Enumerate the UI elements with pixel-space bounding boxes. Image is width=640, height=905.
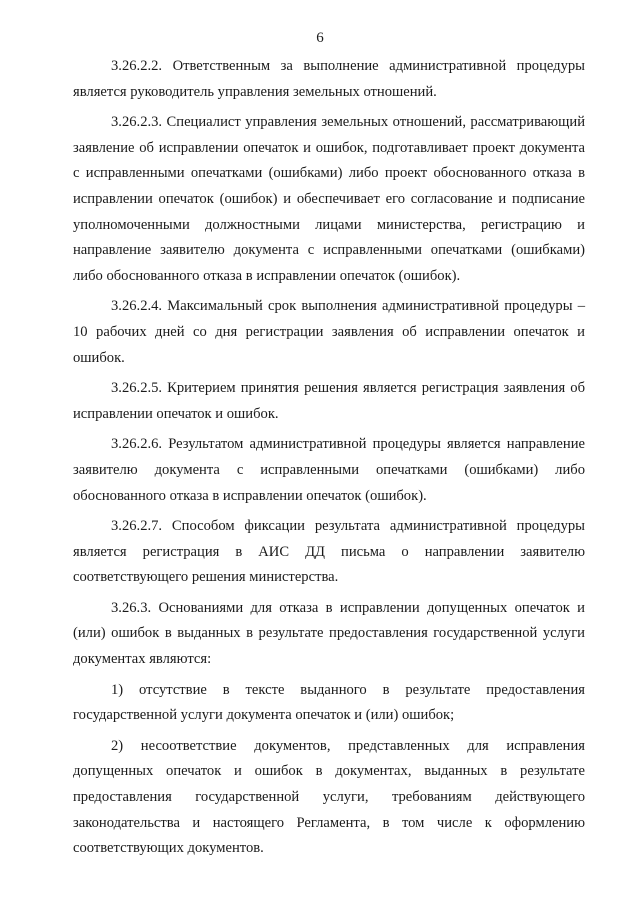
paragraph-3-26-2-4: 3.26.2.4. Максимальный срок выполнения административной процедуры – 10 рабочих дней со дня регистрации заявления об исправлении опечаток и ошибок. xyxy=(73,298,585,366)
paragraph-3-26-2-5: 3.26.2.5. Критерием принятия решения является регистрация заявления об исправлении опечаток и ошибок. xyxy=(73,380,585,422)
paragraph-3-26-2-7: 3.26.2.7. Способом фиксации результата административной процедуры является регистрация в АИС ДД письма о направлении заявителю соответствующего решения министерства. xyxy=(73,518,585,586)
list-item-2: 2) несоответствие документов, представленных для исправления допущенных опечаток и ошибок в документах, выданных в результате предоставления государственной услуги, требованиям действующего законодательства и настоящего Регламента, в том числе к оформлению соответствующих документов. xyxy=(73,737,585,857)
document-body xyxy=(73,54,585,867)
page-number: 6 xyxy=(316,30,324,46)
paragraph-3-26-2-3: 3.26.2.3. Специалист управления земельных отношений, рассматривающий заявление об исправлении опечаток и ошибок, подготавливает проект документа с исправленными опечатками (ошибками) либо проект обоснованного отказа в исправлении опечаток (ошибок) и обеспечивает его согласование и подписание уполномоченными должностными лицами министерства, регистрацию и направление заявителю документа с исправленными опечатками (ошибками) либо обоснованного отказа в исправлении опечаток (ошибок). xyxy=(73,114,585,284)
list-item-1: 1) отсутствие в тексте выданного в результате предоставления государственной услуги документа опечаток и (или) ошибок; xyxy=(73,681,585,724)
paragraph-3-26-2-6: 3.26.2.6. Результатом административной процедуры является направление заявителю документа с исправленными опечатками (ошибками) либо обоснованного отказа в исправлении опечаток (ошибок). xyxy=(73,436,585,504)
paragraph-3-26-2-2: 3.26.2.2. Ответственным за выполнение административной процедуры является руководитель управления земельных отношений. xyxy=(73,58,585,100)
paragraph-3-26-3: 3.26.3. Основаниями для отказа в исправлении допущенных опечаток и (или) ошибок в выданных в результате предоставления государственной услуги документах являются: xyxy=(73,599,585,668)
